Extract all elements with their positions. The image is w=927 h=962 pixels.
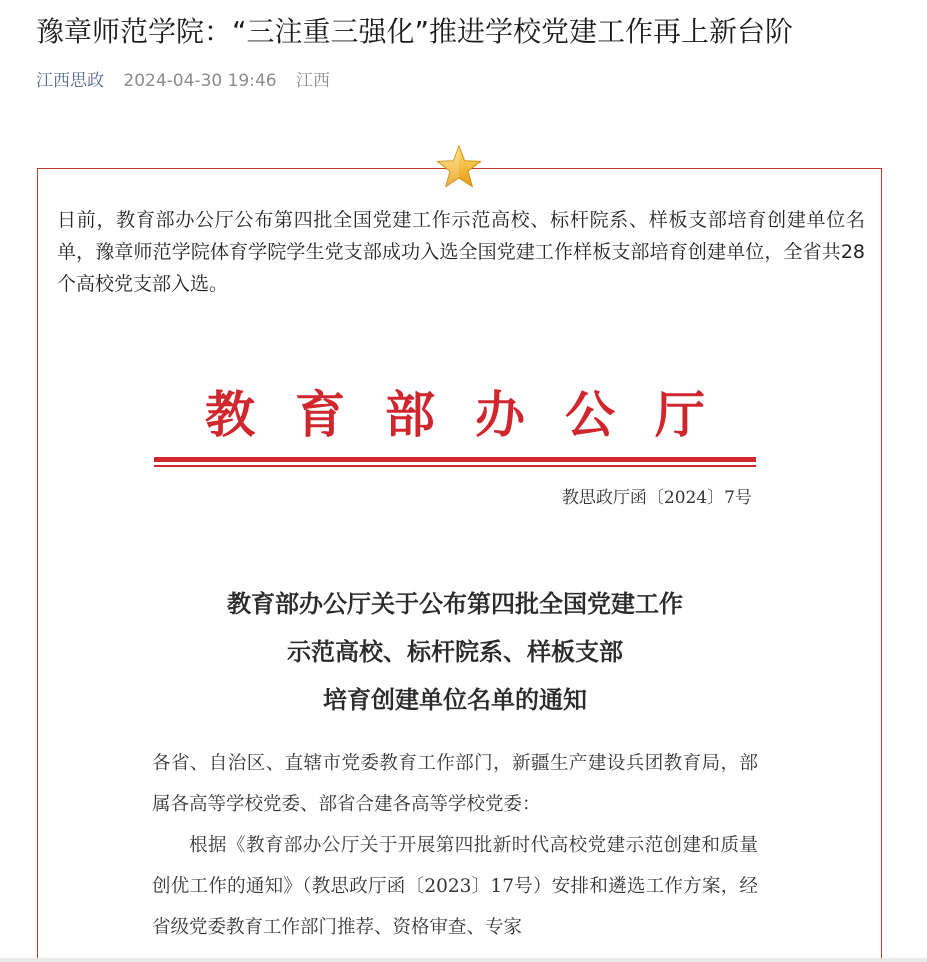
document-number: 教思政厅函〔2024〕7号 bbox=[561, 488, 752, 508]
account-name-link[interactable]: 江西思政 bbox=[36, 71, 104, 91]
document-header: 教育部办公厅 bbox=[205, 385, 745, 444]
notice-paragraph: 根据《教育部办公厅关于开展第四批新时代高校党建示范创建和质量创优工作的通知》（教思政厅函〔2023〕17号）安排和遴选工作方案，经省级党委教育工作部门推荐、资格审查、专家 bbox=[152, 835, 758, 938]
notice-title-line: 培育创建单位名单的通知 bbox=[323, 685, 587, 714]
intro-paragraph: 日前，教育部办公厅公布第四批全国党建工作示范高校、标杆院系、样板支部培育创建单位名单，豫章师范学院体育学院学生党支部成功入选全国党建工作样板支部培育创建单位，全省共28个高校党支部入选。 bbox=[57, 209, 865, 295]
publish-location: 江西 bbox=[296, 71, 331, 91]
article-title: 豫章师范学院：“三注重三强化”推进学校党建工作再上新台阶 bbox=[36, 15, 794, 48]
notice-title-line: 示范高校、标杆院系、样板支部 bbox=[287, 637, 623, 666]
notice-body bbox=[152, 743, 758, 948]
notice-salutation: 各省、自治区、直辖市党委教育工作部门，新疆生产建设兵团教育局，部属各高等学校党委、部省合建各高等学校党委： bbox=[152, 753, 758, 815]
document-image bbox=[152, 375, 758, 962]
publish-datetime: 2024-04-30 19:46 bbox=[123, 71, 277, 91]
notice-title-line: 教育部办公厅关于公布第四批全国党建工作 bbox=[227, 589, 683, 618]
red-divider-thin bbox=[154, 465, 756, 467]
bottom-scroll-edge bbox=[0, 958, 927, 962]
star-icon bbox=[436, 144, 482, 190]
notice-title bbox=[152, 580, 758, 724]
red-divider-thick bbox=[154, 457, 756, 462]
article-meta bbox=[36, 68, 330, 94]
